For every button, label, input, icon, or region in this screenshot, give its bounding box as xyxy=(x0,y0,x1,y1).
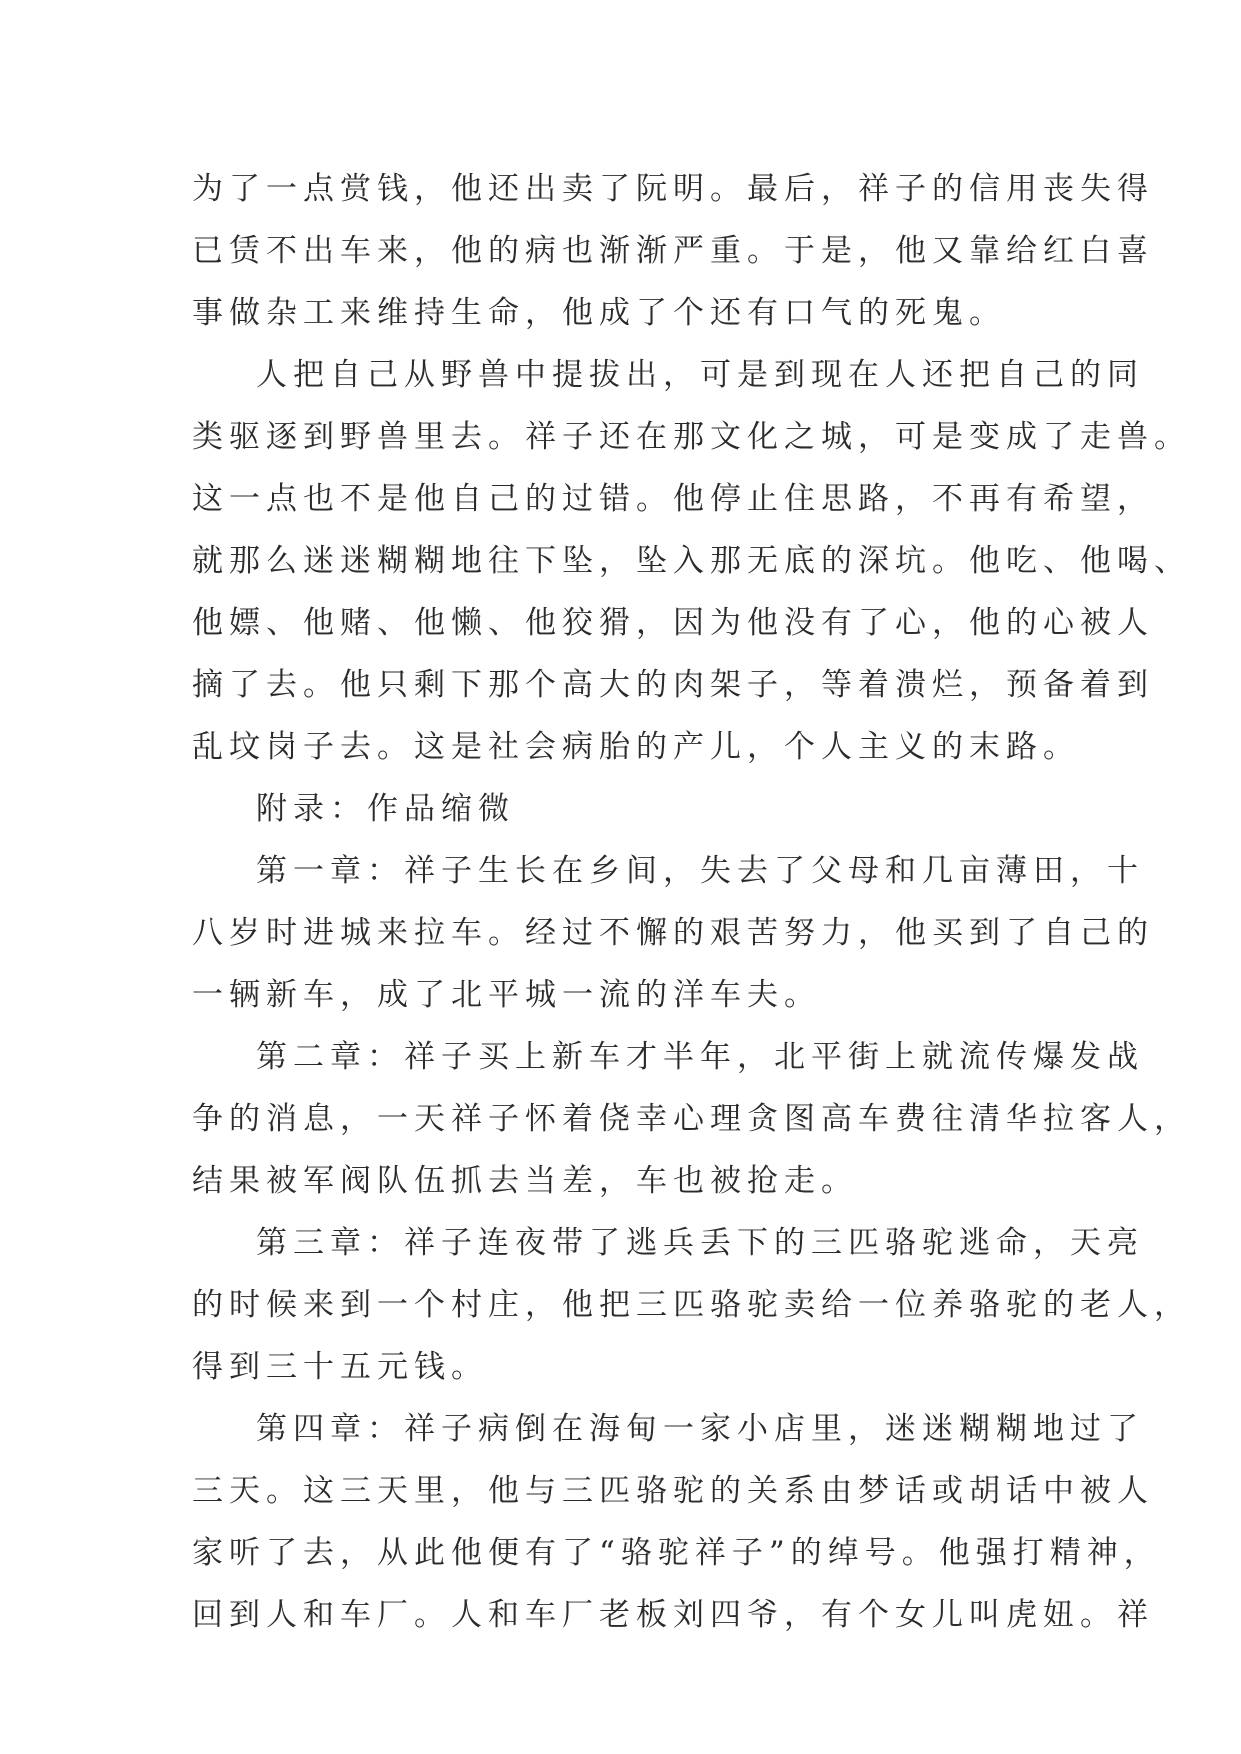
text-line: 摘了去。他只剩下那个高大的肉架子，等着溃烂，预备着到 xyxy=(192,667,1154,703)
paragraph xyxy=(192,158,1154,344)
text-line: 已赁不出车来，他的病也渐渐严重。于是，他又靠给红白喜 xyxy=(192,233,1154,269)
text-line: 就那么迷迷糊糊地往下坠，坠入那无底的深坑。他吃、他喝、 xyxy=(192,543,1191,579)
paragraph xyxy=(192,840,1154,1026)
paragraph xyxy=(192,1026,1191,1212)
text-line: 第三章：祥子连夜带了逃兵丢下的三匹骆驼逃命，天亮 xyxy=(256,1225,1144,1261)
text-line: 类驱逐到野兽里去。祥子还在那文化之城，可是变成了走兽。 xyxy=(192,419,1191,455)
document-body xyxy=(192,158,1191,1646)
text-line: 第一章：祥子生长在乡间，失去了父母和几亩薄田，十 xyxy=(256,853,1144,889)
text-line: 人把自己从野兽中提拔出，可是到现在人还把自己的同 xyxy=(256,357,1144,393)
text-line: 他嫖、他赌、他懒、他狡猾，因为他没有了心，他的心被人 xyxy=(192,605,1154,641)
paragraph xyxy=(192,1212,1191,1398)
text-line: 结果被军阀队伍抓去当差，车也被抢走。 xyxy=(192,1163,858,1199)
text-line: 第二章：祥子买上新车才半年，北平街上就流传爆发战 xyxy=(256,1039,1144,1075)
text-line: 附录：作品缩微 xyxy=(256,791,515,827)
paragraph xyxy=(192,1398,1161,1646)
text-line: 为了一点赏钱，他还出卖了阮明。最后，祥子的信用丧失得 xyxy=(192,171,1154,207)
section-heading xyxy=(192,778,1048,840)
text-line: 第四章：祥子病倒在海甸一家小店里，迷迷糊糊地过了 xyxy=(256,1411,1144,1447)
text-line: 八岁时进城来拉车。经过不懈的艰苦努力，他买到了自己的 xyxy=(192,915,1154,951)
text-line: 乱坟岗子去。这是社会病胎的产儿，个人主义的末路。 xyxy=(192,729,1080,765)
text-line: 一辆新车，成了北平城一流的洋车夫。 xyxy=(192,977,821,1013)
paragraph xyxy=(192,344,1191,778)
text-line: 得到三十五元钱。 xyxy=(192,1349,488,1385)
text-line: 事做杂工来维持生命，他成了个还有口气的死鬼。 xyxy=(192,295,1006,331)
text-line: 三天。这三天里，他与三匹骆驼的关系由梦话或胡话中被人 xyxy=(192,1473,1154,1509)
text-line: 这一点也不是他自己的过错。他停止住思路，不再有希望， xyxy=(192,481,1154,517)
text-line: 家听了去，从此他便有了“骆驼祥子”的绰号。他强打精神， xyxy=(192,1535,1161,1571)
text-line: 的时候来到一个村庄，他把三匹骆驼卖给一位养骆驼的老人， xyxy=(192,1287,1191,1323)
text-line: 回到人和车厂。人和车厂老板刘四爷，有个女儿叫虎妞。祥 xyxy=(192,1597,1154,1633)
text-line: 争的消息，一天祥子怀着侥幸心理贪图高车费往清华拉客人， xyxy=(192,1101,1191,1137)
